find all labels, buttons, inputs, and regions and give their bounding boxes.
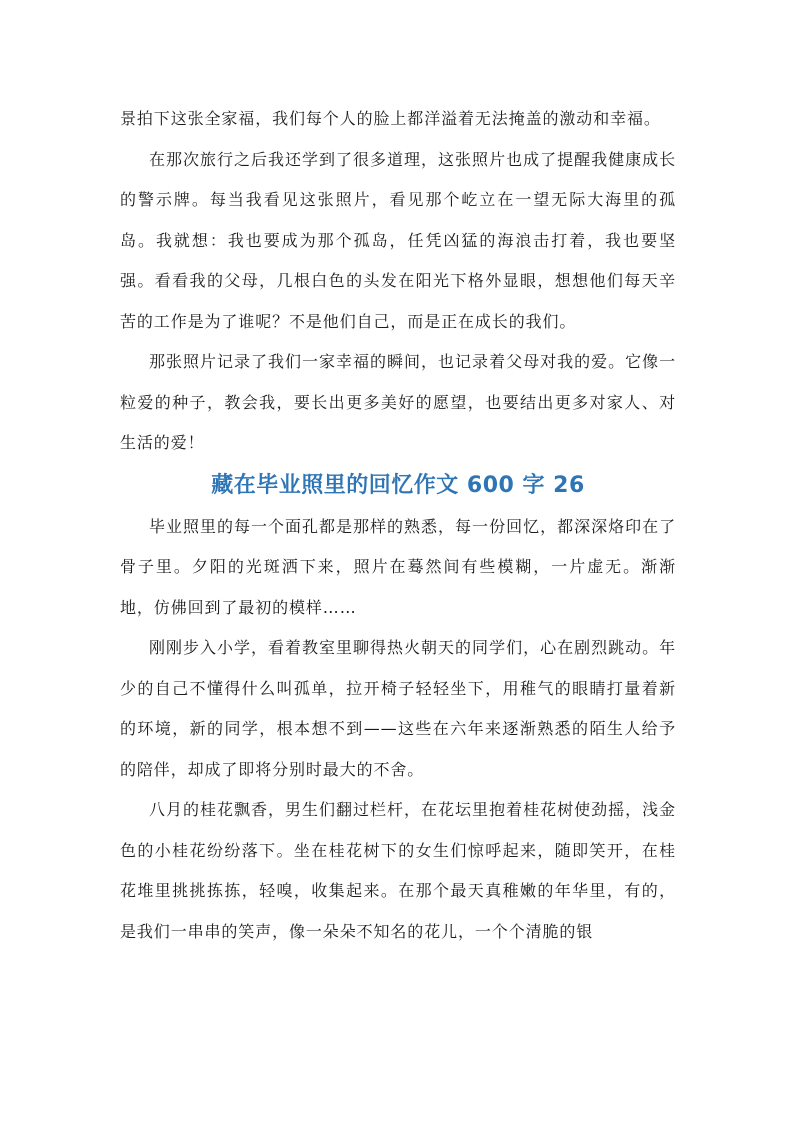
paragraph-family-photo-ending: 景拍下这张全家福，我们每个人的脸上都洋溢着无法掩盖的激动和幸福。 xyxy=(120,109,661,128)
paragraph-photo-records-love: 那张照片记录了我们一家幸福的瞬间，也记录着父母对我的爱。它像一粒爱的种子，教会我，要长出更多美好的愿望，也要结出更多对家人、对生活的爱！ xyxy=(120,352,676,452)
document-page xyxy=(120,99,676,952)
section-title: 藏在毕业照里的回忆作文 600 字 26 xyxy=(211,472,585,498)
paragraph-entering-primary-school: 刚刚步入小学，看着教室里聊得热火朝天的同学们，心在剧烈跳动。年少的自己不懂得什么叫孤单，拉开椅子轻轻坐下，用稚气的眼睛打量着新的环境，新的同学，根本想不到——这些在六年来逐渐熟悉的陌生人给予的陪伴，却成了即将分别时最大的不舍。 xyxy=(120,638,676,779)
paragraph-graduation-faces: 毕业照里的每一个面孔都是那样的熟悉，每一份回忆，都深深烙印在了骨子里。夕阳的光斑洒下来，照片在蓦然间有些模糊，一片虚无。渐渐地，仿佛回到了最初的模样…… xyxy=(120,516,676,617)
paragraph-lessons-learned: 在那次旅行之后我还学到了很多道理，这张照片也成了提醒我健康成长的警示牌。每当我看见这张照片，看见那个屹立在一望无际大海里的孤岛。我就想：我也要成为那个孤岛，任凭凶猛的海浪击打着，我也要坚强。看看我的父母，几根白色的头发在阳光下格外显眼，想想他们每天辛苦的工作是为了谁呢？不是他们自己，而是正在成长的我们。 xyxy=(120,149,676,331)
paragraph-osmanthus-august: 八月的桂花飘香，男生们翻过栏杆，在花坛里抱着桂花树使劲摇，浅金色的小桂花纷纷落下。坐在桂花树下的女生们惊呼起来，随即笑开，在桂花堆里挑挑拣拣，轻嗅，收集起来。在那个最天真稚嫩的年华里，有的，是我们一串串的笑声，像一朵朵不知名的花儿，一个个清脆的银 xyxy=(120,800,676,941)
